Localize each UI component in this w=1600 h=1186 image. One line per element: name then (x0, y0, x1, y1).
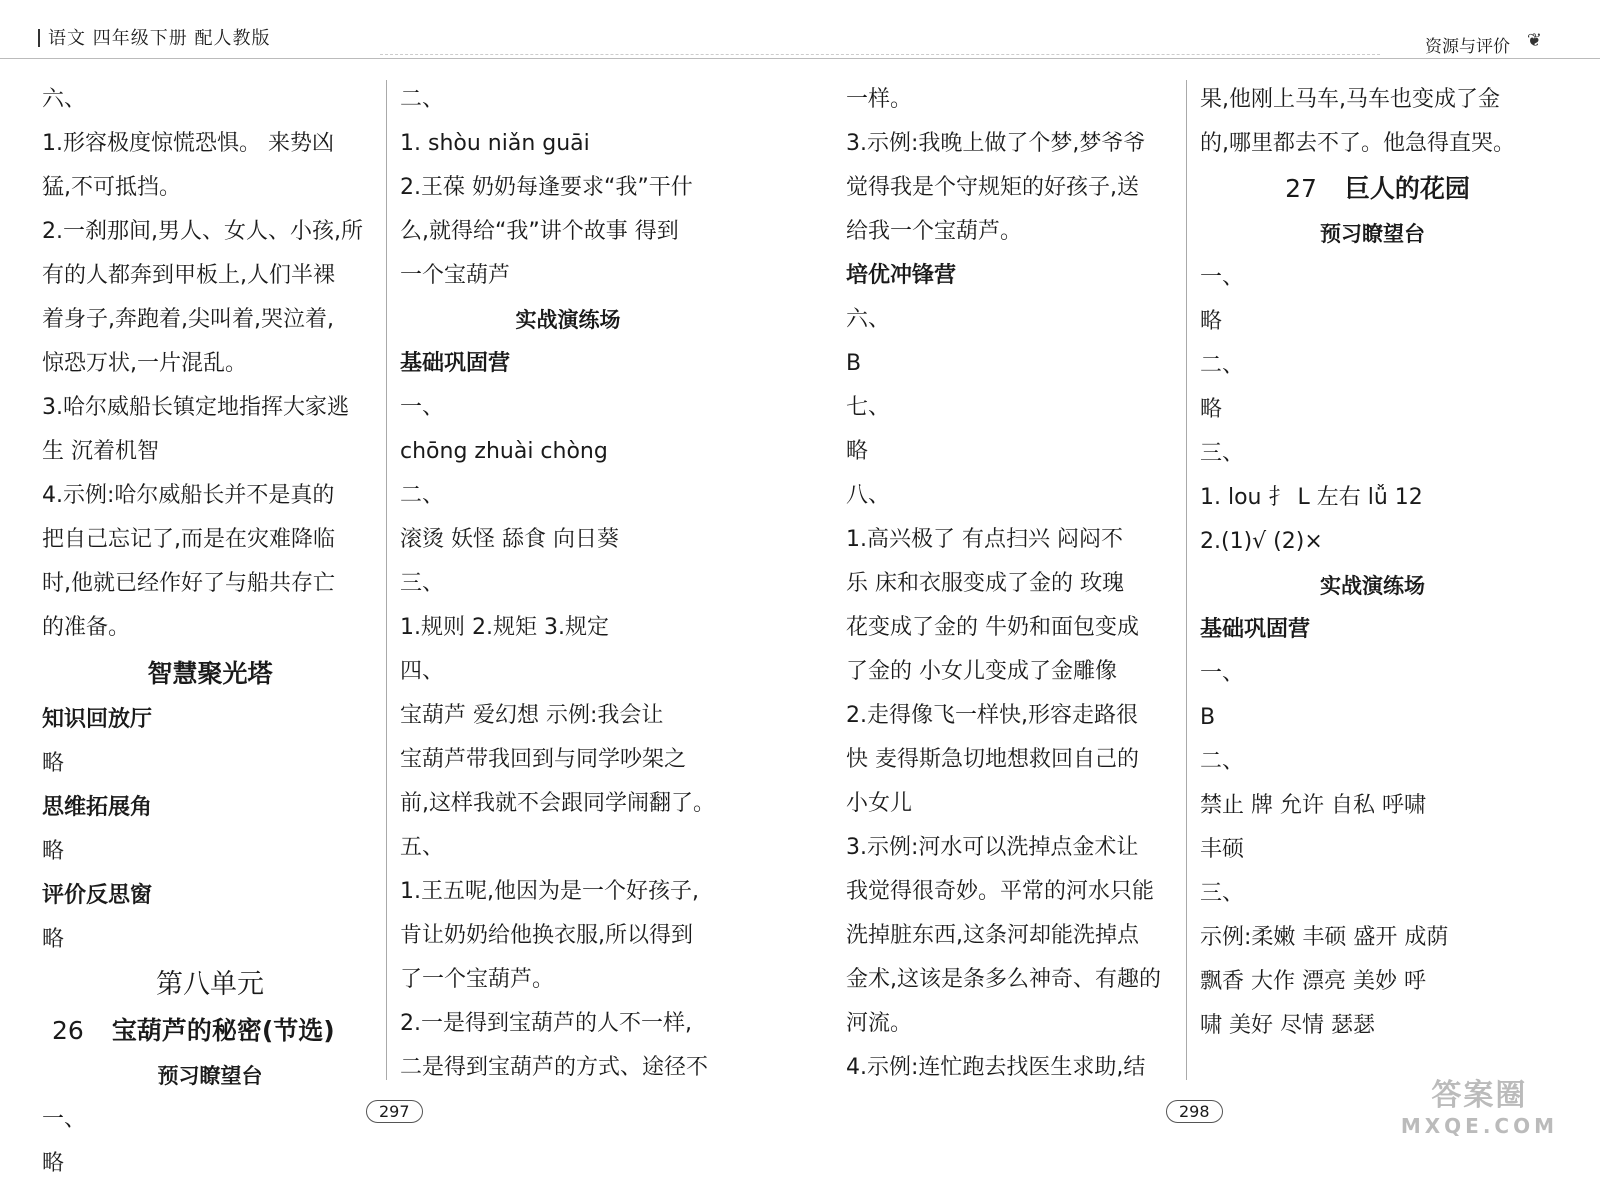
section-subtitle: 实战演练场 (1320, 574, 1425, 598)
column-divider (386, 80, 387, 1080)
answer-line: 把自己忘记了,而是在灾难降临 (42, 527, 335, 552)
answer-line: 一、 (1200, 265, 1245, 290)
answer-line: 有的人都奔到甲板上,人们半裸 (42, 263, 335, 288)
answer-line: 肯让奶奶给他换衣服,所以得到 (400, 923, 693, 948)
answer-line: 飘香 大作 漂亮 美妙 呼 (1200, 969, 1426, 994)
answer-line: 4.示例:哈尔威船长并不是真的 (42, 483, 335, 508)
answer-line: 惊恐万状,一片混乱。 (42, 351, 247, 376)
answer-line: 1. lou 扌 L 左右 lǚ 12 (1200, 485, 1423, 510)
header-subject: 语文 四年级下册 配人教版 (48, 28, 271, 49)
lesson-name: 巨人的花园 (1344, 174, 1470, 203)
answer-list (42, 1098, 378, 1186)
answer-line: 啸 美好 尽情 瑟瑟 (1200, 1013, 1375, 1038)
answer-line: 2.(1)√ (2)× (1200, 529, 1323, 554)
answer-line: 猛,不可抵挡。 (42, 175, 181, 200)
answer-line: 河流。 (846, 1011, 913, 1036)
leaf-icon: ❦ (1526, 30, 1542, 51)
answer-line: 1. shòu niǎn guāi (400, 131, 590, 156)
answer-line: 七、 (846, 395, 891, 420)
section-subtitle: 预习瞭望台 (1320, 222, 1425, 246)
answer-line: 略 (42, 839, 65, 864)
answer-line: 1.高兴极了 有点扫兴 闷闷不 (846, 527, 1123, 552)
answer-line: 着身子,奔跑着,尖叫着,哭泣着, (42, 307, 334, 332)
answer-line: 禁止 牌 允许 自私 呼啸 (1200, 793, 1426, 818)
answer-line: 给我一个宝葫芦。 (846, 219, 1023, 244)
section-subtitle: 预习瞭望台 (157, 1064, 263, 1088)
page-number-right: 298 (1166, 1100, 1223, 1123)
answer-line: 时,他就已经作好了与船共存亡 (42, 571, 335, 596)
column-divider (1186, 80, 1187, 1080)
answer-list (42, 78, 378, 650)
answer-line: 2.一刹那间,男人、女人、小孩,所 (42, 219, 363, 244)
answer-line: 前,这样我就不会跟同学闹翻了。 (400, 791, 715, 816)
answer-line: 1.规则 2.规矩 3.规定 (400, 615, 609, 640)
answer-line: 二、 (400, 483, 445, 508)
answer-line: B (846, 351, 862, 376)
answer-list (42, 698, 378, 962)
answer-line: 一、 (400, 395, 445, 420)
answer-line: 花变成了金的 牛奶和面包变成 (846, 615, 1139, 640)
answer-line: 4.示例:连忙跑去找医生求助,结 (846, 1055, 1146, 1080)
answer-line: 二、 (400, 87, 445, 112)
section-subtitle: 实战演练场 (515, 308, 621, 332)
answer-line: 一个宝葫芦 (400, 263, 511, 288)
header-left (38, 24, 270, 50)
column-4 (1200, 78, 1545, 1048)
column-3 (846, 78, 1182, 1090)
answer-line: 宝葫芦 爱幻想 示例:我会让 (400, 703, 664, 728)
lesson-title (1200, 166, 1545, 212)
answer-line: 略 (42, 1151, 65, 1176)
answer-line: 乐 床和衣服变成了金的 玫瑰 (846, 571, 1124, 596)
answer-line: 小女儿 (846, 791, 913, 816)
subsection-heading: 培优冲锋营 (846, 263, 957, 288)
answer-list (400, 78, 736, 298)
answer-line: 示例:柔嫩 丰硕 盛开 成荫 (1200, 925, 1449, 950)
answer-line: 觉得我是个守规矩的好孩子,送 (846, 175, 1139, 200)
lesson-title (42, 1008, 378, 1054)
subsection-heading: 基础巩固营 (1200, 617, 1311, 642)
watermark-sub: MXQE.COM (1400, 1114, 1558, 1138)
answer-line: 六、 (846, 307, 891, 332)
answer-list (400, 342, 736, 1090)
header-rule (0, 58, 1600, 59)
answer-line: 1.王五呢,他因为是一个好孩子, (400, 879, 699, 904)
subsection-heading: 基础巩固营 (400, 351, 511, 376)
answer-line: B (1200, 705, 1216, 730)
column-2 (400, 78, 736, 1090)
answer-line: 略 (42, 927, 65, 952)
answer-line: 么,就得给“我”讲个故事 得到 (400, 219, 679, 244)
unit-title: 第八单元 (156, 969, 264, 1000)
answer-line: 3.示例:河水可以洗掉点金术让 (846, 835, 1139, 860)
section-title: 智慧聚光塔 (147, 659, 273, 688)
answer-line: 四、 (400, 659, 445, 684)
answer-line: 我觉得很奇妙。平常的河水只能 (846, 879, 1155, 904)
answer-line: 一、 (42, 1107, 87, 1132)
subsection-heading: 知识回放厅 (42, 707, 153, 732)
answer-line: 二、 (1200, 749, 1245, 774)
answer-line: 生 沉着机智 (42, 439, 159, 464)
answer-line: 三、 (1200, 441, 1245, 466)
answer-line: 果,他刚上马车,马车也变成了金 (1200, 87, 1500, 112)
answer-line: 滚烫 妖怪 舔食 向日葵 (400, 527, 619, 552)
watermark (1400, 1078, 1558, 1141)
header-dashed-rule (380, 54, 1380, 55)
column-1 (42, 78, 378, 1186)
answer-list (1200, 78, 1545, 166)
answer-line: 了金的 小女儿变成了金雕像 (846, 659, 1117, 684)
answer-line: chōng zhuài chòng (400, 439, 608, 464)
answer-line: 3.示例:我晚上做了个梦,梦爷爷 (846, 131, 1146, 156)
answer-line: 一样。 (846, 87, 913, 112)
answer-list (846, 78, 1182, 1090)
page-number-left: 297 (366, 1100, 423, 1123)
answer-line: 略 (1200, 309, 1223, 334)
watermark-main: 答案圈 (1431, 1078, 1528, 1113)
answer-line: 的准备。 (42, 615, 131, 640)
answer-line: 金术,这该是条多么神奇、有趣的 (846, 967, 1161, 992)
answer-line: 五、 (400, 835, 445, 860)
header-right: 资源与评价 (1425, 37, 1510, 57)
answer-line: 二、 (1200, 353, 1245, 378)
answer-list (1200, 608, 1545, 1048)
header-bar (38, 29, 40, 47)
answer-line: 略 (1200, 397, 1223, 422)
answer-line: 2.一是得到宝葫芦的人不一样, (400, 1011, 692, 1036)
answer-line: 2.王葆 奶奶每逢要求“我”干什 (400, 175, 693, 200)
answer-line: 二是得到宝葫芦的方式、途径不 (400, 1055, 709, 1080)
answer-line: 三、 (1200, 881, 1245, 906)
answer-line: 洗掉脏东西,这条河却能洗掉点 (846, 923, 1139, 948)
answer-line: 略 (846, 439, 869, 464)
lesson-name: 宝葫芦的秘密(节选) (111, 1016, 335, 1045)
answer-line: 略 (42, 751, 65, 776)
answer-line: 1.形容极度惊慌恐惧。 来势凶 (42, 131, 334, 156)
answer-line: 一、 (1200, 661, 1245, 686)
answer-line: 八、 (846, 483, 891, 508)
answer-list (1200, 256, 1545, 564)
answer-line: 的,哪里都去不了。他急得直哭。 (1200, 131, 1515, 156)
subsection-heading: 思维拓展角 (42, 795, 153, 820)
answer-line: 3.哈尔威船长镇定地指挥大家逃 (42, 395, 349, 420)
answer-line: 丰硕 (1200, 837, 1245, 862)
lesson-number: 26 (52, 1016, 84, 1045)
answer-line: 六、 (42, 87, 87, 112)
answer-line: 了一个宝葫芦。 (400, 967, 555, 992)
answer-line: 快 麦得斯急切地想救回自己的 (846, 747, 1139, 772)
answer-line: 2.走得像飞一样快,形容走路很 (846, 703, 1138, 728)
answer-line: 三、 (400, 571, 445, 596)
subsection-heading: 评价反思窗 (42, 883, 153, 908)
answer-line: 宝葫芦带我回到与同学吵架之 (400, 747, 687, 772)
lesson-number: 27 (1285, 174, 1317, 203)
